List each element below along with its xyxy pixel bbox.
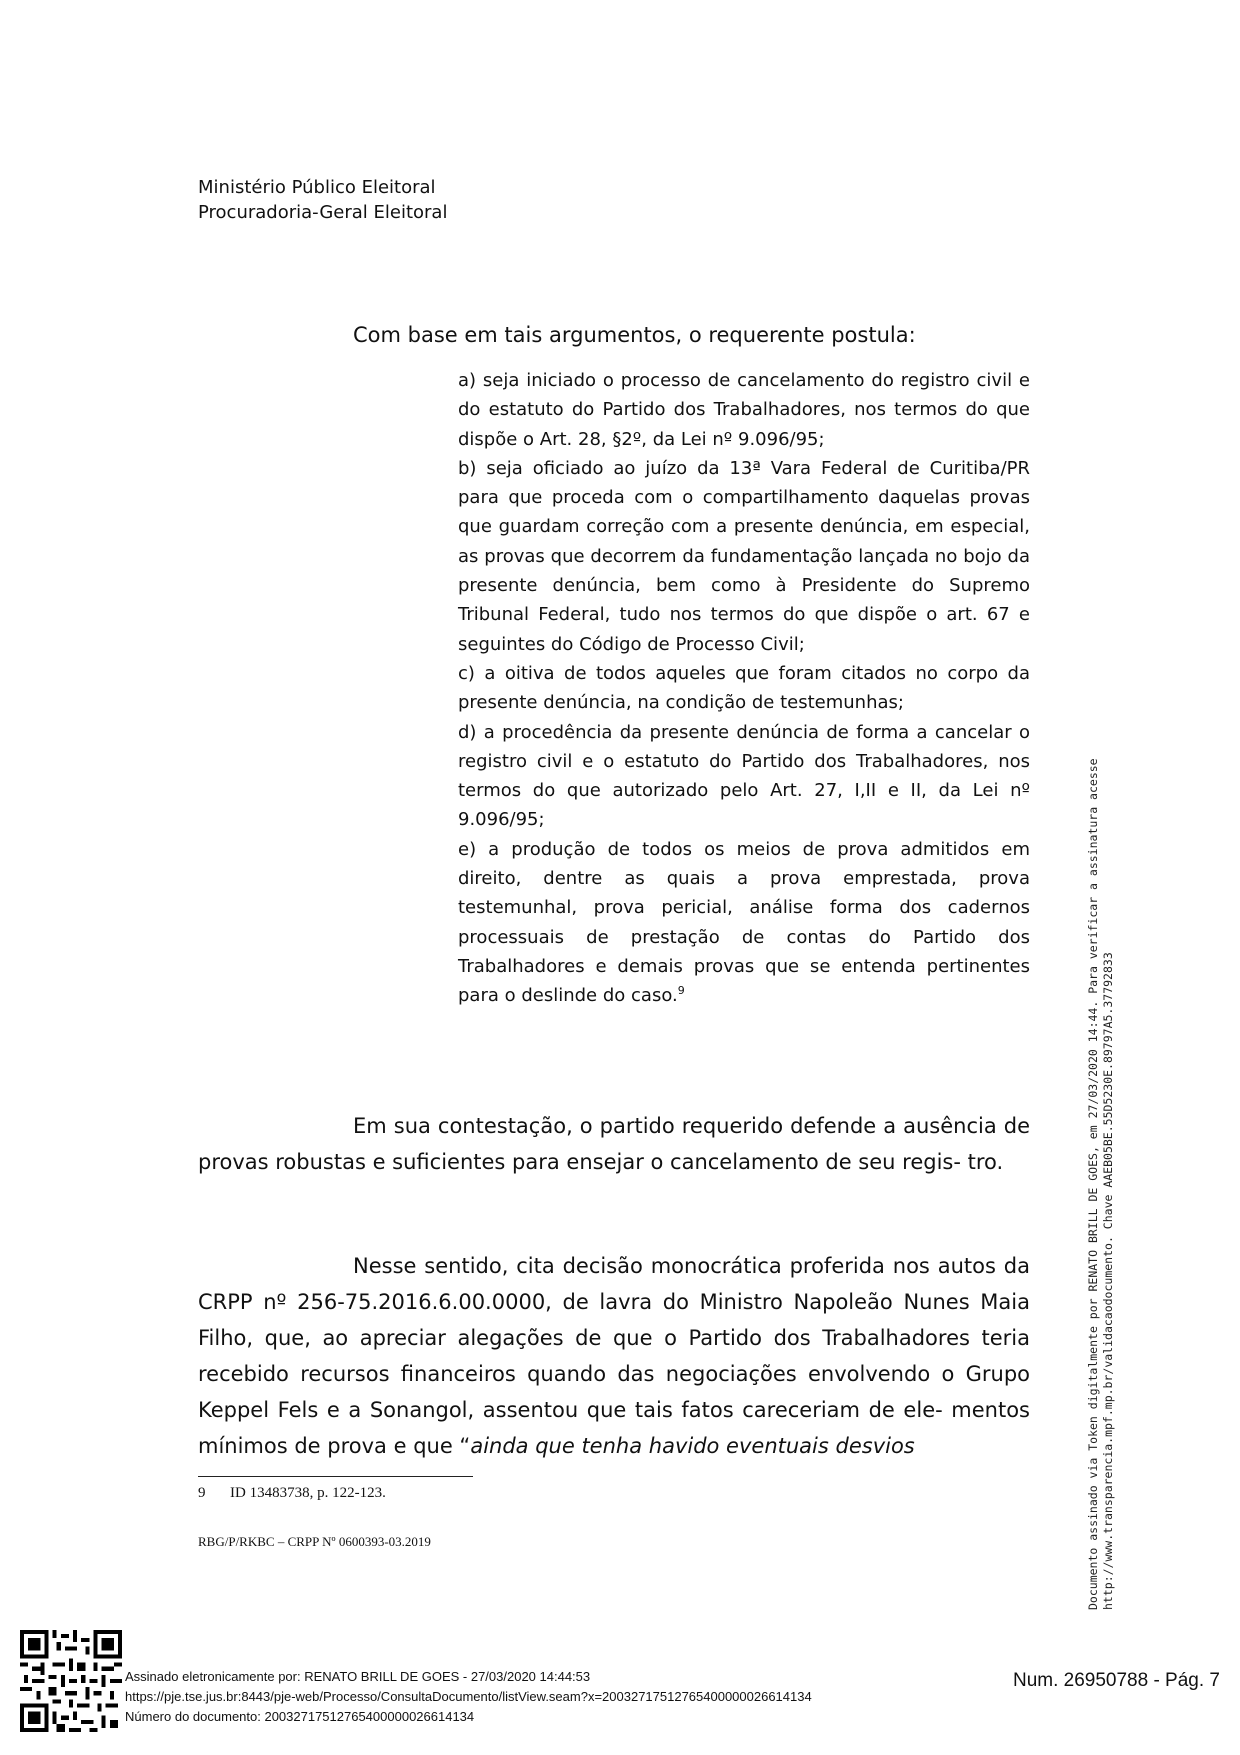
paragraph-contestation [198, 1108, 1030, 1180]
signature-signer: Assinado eletronicamente por: RENATO BRILL DE GOES - 27/03/2020 14:44:53 [125, 1669, 591, 1684]
intro-sentence: Com base em tais argumentos, o requerente postula: [353, 323, 916, 347]
request-item-e [458, 835, 1030, 1011]
signature-document-number: Número do documento: 20032717512765400000026614134 [125, 1709, 475, 1724]
document-header [198, 175, 447, 225]
requests-block [458, 366, 1030, 1011]
paragraph-decision-text: Nesse sentido, cita decisão monocrática proferida nos autos da CRPP nº 256-75.2016.6.00.0000, de lavra do Ministro Napoleão Nunes Maia Filho, que, ao apreciar alegações de que o Partido dos Trabalhadores teria recebido recursos financeiros quando das negociações envolvendo o Grupo Keppel Fels e a Sonangol, assentou que tais fatos careceriam de ele- mentos mínimos de prova e que “ [198, 1254, 1030, 1458]
qr-code-icon [20, 1630, 122, 1732]
footnote-text: ID 13483738, p. 122-123. [230, 1485, 386, 1501]
header-department: Procuradoria-Geral Eleitoral [198, 202, 448, 223]
request-item-d: d) a procedência da presente denúncia de forma a cancelar o registro civil e o estatuto do Partido dos Trabalhadores, nos termos do que autorizado pelo Art. 27, I,II e II, da Lei nº 9.096/95; [458, 721, 1030, 831]
request-item-b: b) seja oficiado ao juízo da 13ª Vara Federal de Curitiba/PR para que proceda com o compartilhamento daquelas provas que guardam correção com a presente denúncia, em especial, as provas que decorrem da fundamentação lançada no bojo da presente denúncia, bem como à Presidente do Supremo Tribunal Federal, tudo nos termos do que dispõe o art. 67 e seguintes do Código de Processo Civil; [458, 457, 1030, 655]
footnote [198, 1483, 386, 1503]
footnote-separator [198, 1476, 473, 1477]
footnote-reference: 9 [677, 984, 685, 998]
paragraph-contestation-text: Em sua contestação, o partido requerido defende a ausência de provas robustas e suficientes para ensejar o cancelamento de seu regis- tro. [198, 1114, 1030, 1174]
digital-signature-stamp [1086, 510, 1116, 1610]
request-item-a: a) seja iniciado o processo de cancelamento do registro civil e do estatuto do Partido dos Trabalhadores, nos termos do que dispõe o Art. 28, §2º, da Lei nº 9.096/95; [458, 370, 1030, 450]
header-institution: Ministério Público Eleitoral [198, 177, 436, 198]
signature-url: https://pje.tse.jus.br:8443/pje-web/Processo/ConsultaDocumento/listView.seam?x=20032717512765400000026614134 [125, 1689, 812, 1704]
paragraph-decision [198, 1248, 1030, 1464]
request-item-c: c) a oitiva de todos aqueles que foram citados no corpo da presente denúncia, na condição de testemunhas; [458, 662, 1030, 714]
paragraph-decision-quote: ainda que tenha havido eventuais desvios [470, 1434, 915, 1458]
document-reference: RBG/P/RKBC – CRPP Nº 0600393-03.2019 [198, 1534, 431, 1549]
stamp-line-1: Documento assinado via Token digitalmente por RENATO BRILL DE GOES, em 27/03/2020 14:44. Para verificar a assinatura acesse [1086, 758, 1100, 1610]
stamp-line-2: http://www.transparencia.mpf.mp.br/validacaodocumento. Chave AAEB05BE.55D5230E.89797A5.37792833 [1101, 952, 1115, 1610]
request-item-e-text: e) a produção de todos os meios de prova admitidos em direito, dentre as quais a prova emprestada, prova testemunhal, prova pericial, análise forma dos cadernos processuais de prestação de contas do Partido dos Trabalhadores e demais provas que se entenda pertinentes para o deslinde do caso. [458, 838, 1030, 1007]
electronic-signature-info [125, 1667, 812, 1727]
footnote-number: 9 [198, 1485, 206, 1501]
page-number: Num. 26950788 - Pág. 7 [1012, 1670, 1220, 1691]
